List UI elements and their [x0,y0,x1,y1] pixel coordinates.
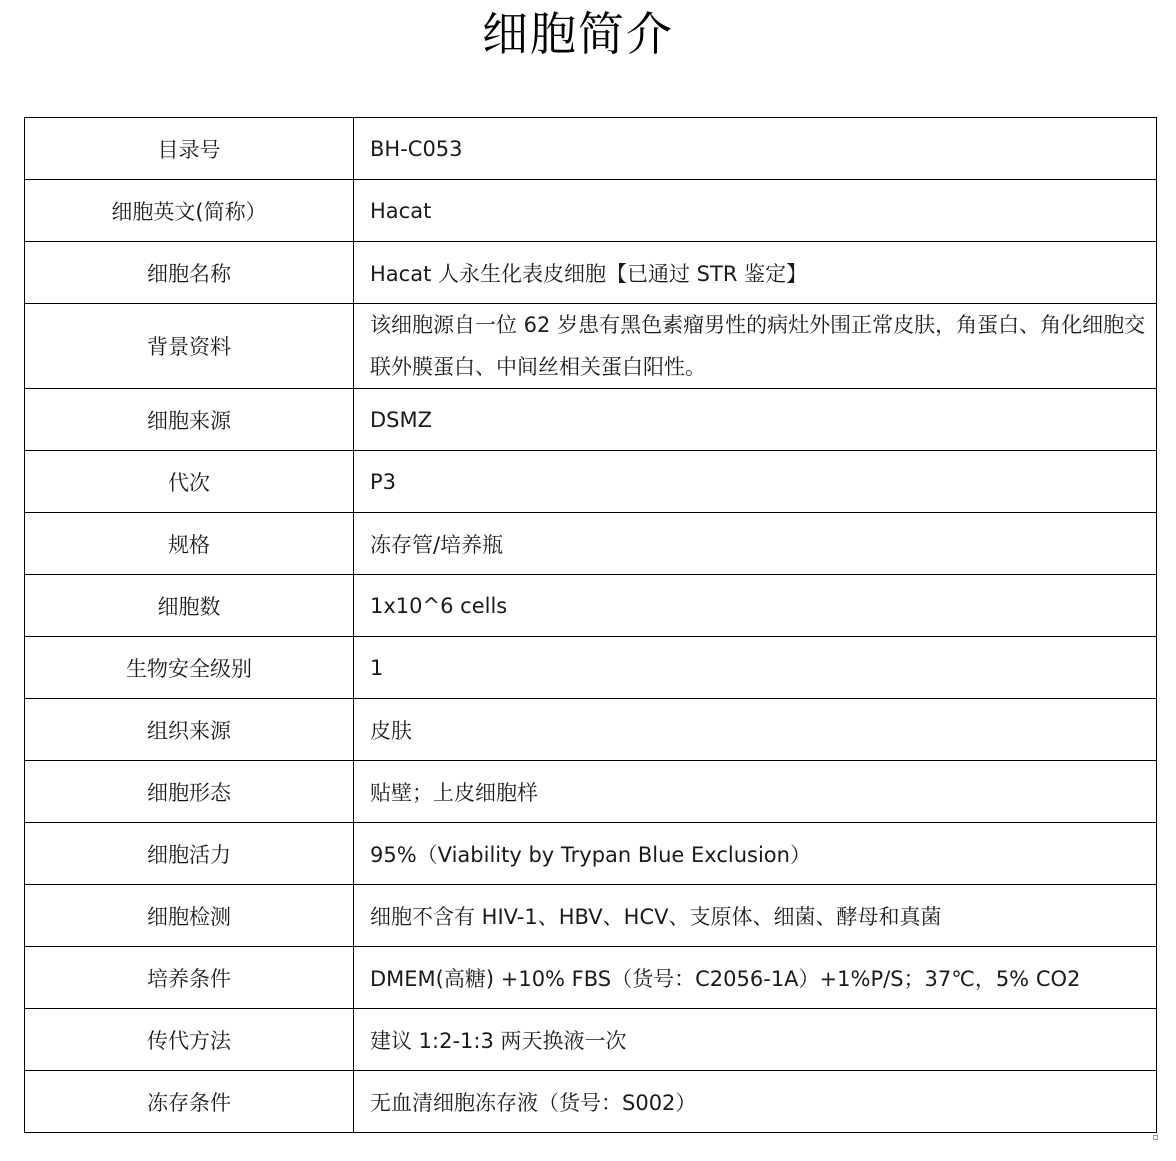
table-row-cryopreservation [25,1071,1157,1133]
table-row-specification [25,513,1157,575]
row-label: 细胞来源 [25,389,354,451]
table-row-cell-count [25,575,1157,637]
table-row-cell-name [25,242,1157,304]
page-title: 细胞简介 [482,7,674,61]
row-value: 冻存管/培养瓶 [354,513,1157,575]
row-label: 背景资料 [25,304,354,389]
table-row-tissue-source [25,699,1157,761]
row-label: 细胞形态 [25,761,354,823]
row-label: 代次 [25,451,354,513]
row-value: DMEM(高糖) +10% FBS（货号：C2056-1A）+1%P/S；37℃，5% CO2 [354,947,1157,1009]
table-row-catalog-number [25,118,1157,180]
table-row-viability [25,823,1157,885]
row-value: 皮肤 [354,699,1157,761]
row-value: 无血清细胞冻存液（货号：S002） [354,1071,1157,1133]
row-value: 1x10^6 cells [354,575,1157,637]
row-label: 生物安全级别 [25,637,354,699]
row-value: 贴壁；上皮细胞样 [354,761,1157,823]
table-row-biosafety-level [25,637,1157,699]
table-row-english-name [25,180,1157,242]
table-row-testing [25,885,1157,947]
cell-info-table [24,117,1157,1133]
row-label: 细胞数 [25,575,354,637]
row-value: BH-C053 [354,118,1157,180]
row-value: P3 [354,451,1157,513]
row-label: 细胞名称 [25,242,354,304]
row-label: 规格 [25,513,354,575]
row-label: 传代方法 [25,1009,354,1071]
row-value: Hacat [354,180,1157,242]
row-label: 细胞检测 [25,885,354,947]
row-value: Hacat 人永生化表皮细胞【已通过 STR 鉴定】 [354,242,1157,304]
row-label: 培养条件 [25,947,354,1009]
row-label: 细胞活力 [25,823,354,885]
table-row-cell-source [25,389,1157,451]
row-label: 细胞英文(简称） [25,180,354,242]
row-label: 目录号 [25,118,354,180]
row-value: DSMZ [354,389,1157,451]
row-label: 组织来源 [25,699,354,761]
row-label: 冻存条件 [25,1071,354,1133]
table-row-culture-conditions [25,947,1157,1009]
row-value: 建议 1:2-1:3 两天换液一次 [354,1009,1157,1071]
table-row-background [25,304,1157,389]
table-row-passage [25,451,1157,513]
row-value: 95%（Viability by Trypan Blue Exclusion） [354,823,1157,885]
row-value: 细胞不含有 HIV-1、HBV、HCV、支原体、细菌、酵母和真菌 [354,885,1157,947]
paragraph-end-mark [1153,1135,1158,1140]
table-row-subculture-method [25,1009,1157,1071]
row-value: 该细胞源自一位 62 岁患有黑色素瘤男性的病灶外围正常皮肤，角蛋白、角化细胞交联外膜蛋白、中间丝相关蛋白阳性。 [354,304,1157,389]
row-value: 1 [354,637,1157,699]
table-row-morphology [25,761,1157,823]
